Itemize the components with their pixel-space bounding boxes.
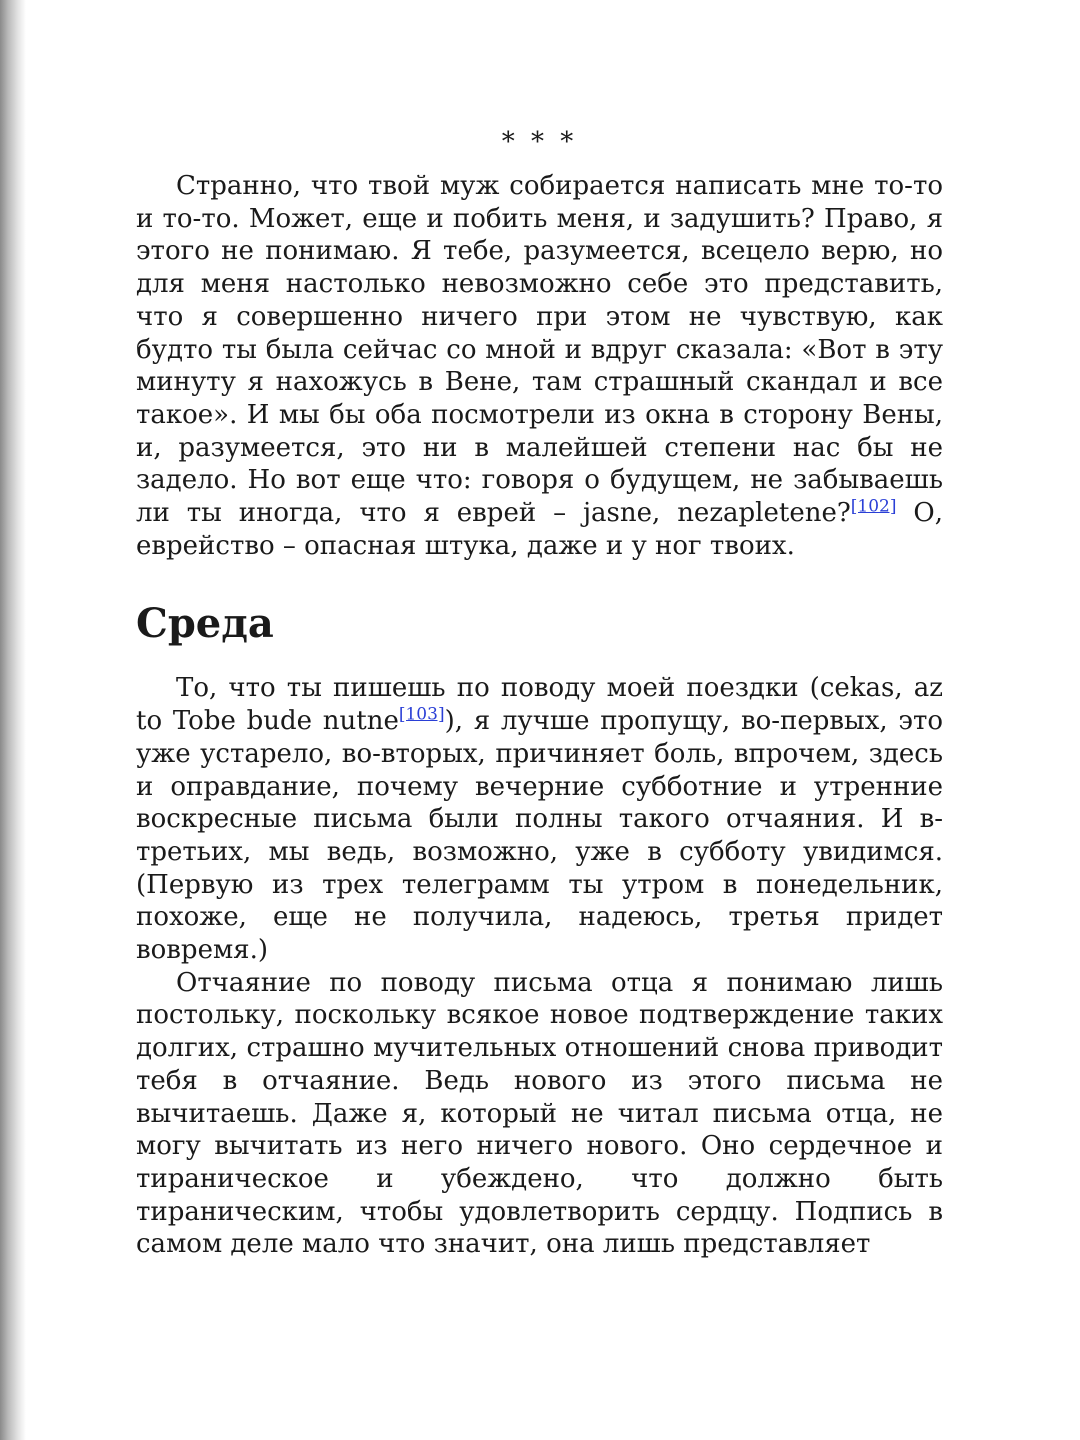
paragraph-2-text: То, что ты пишешь по поводу моей поездки (cekas, az to Tobe bude nutne <box>136 673 943 737</box>
book-page <box>136 124 943 1261</box>
paragraph-1-text: Странно, что твой муж собирается написать мне то-то и то-то. Может, еще и побить меня, и задушить? Право, я этого не понимаю. Я тебе, разумеется, всецело верю, но для меня настолько невозможно себе это представить, что я совершенно ничего при этом не чувствую, как будто ты была сейчас со мной и вдруг сказала: «Вот в эту минуту я нахожусь в Вене, там страшный скандал и все такое». И мы бы оба посмотрели из окна в сторону Вены, и, разумеется, это ни в малейшей степени нас бы не задело. Но вот еще что: говоря о будущем, не забываешь ли ты иногда, что я еврей – jasne, nezapletene? <box>136 171 943 529</box>
paragraph-1 <box>136 170 943 562</box>
section-break: * * * <box>501 127 578 157</box>
paragraph-2-text-continued: ), я лучше пропущу, во-первых, это уже устарело, во-вторых, причиняет боль, впрочем, здесь и оправдание, почему вечерние субботние и утренние воскресные письма были полны такого отчаяния. И в-третьих, мы ведь, возможно, уже в субботу увидимся. (Первую из трех телеграмм ты утром в понедельник, похоже, еще не получила, надеюсь, третья придет вовремя.) <box>136 706 943 966</box>
page-edge-shadow <box>0 0 26 1440</box>
footnote-link-103[interactable]: [103] <box>398 704 445 725</box>
paragraph-3: Отчаяние по поводу письма отца я понимаю лишь постольку, поскольку всякое новое подтверждение таких долгих, страшно мучительных отношений снова приводит тебя в отчаяние. Ведь нового из этого письма не вычитаешь. Даже я, который не читал письма отца, не могу вычитать из него ничего нового. Оно сердечное и тираническое и убеждено, что должно быть тираническим, чтобы удовлетворить сердцу. Подпись в самом деле мало что значит, она лишь представляет <box>136 967 943 1260</box>
footnote-link-102[interactable]: [102] <box>850 496 897 517</box>
paragraph-1-text-continued: О, еврейство – опасная штука, даже и у ног твоих. <box>136 498 943 561</box>
paragraph-2 <box>136 672 943 966</box>
chapter-heading: Среда <box>136 600 274 648</box>
